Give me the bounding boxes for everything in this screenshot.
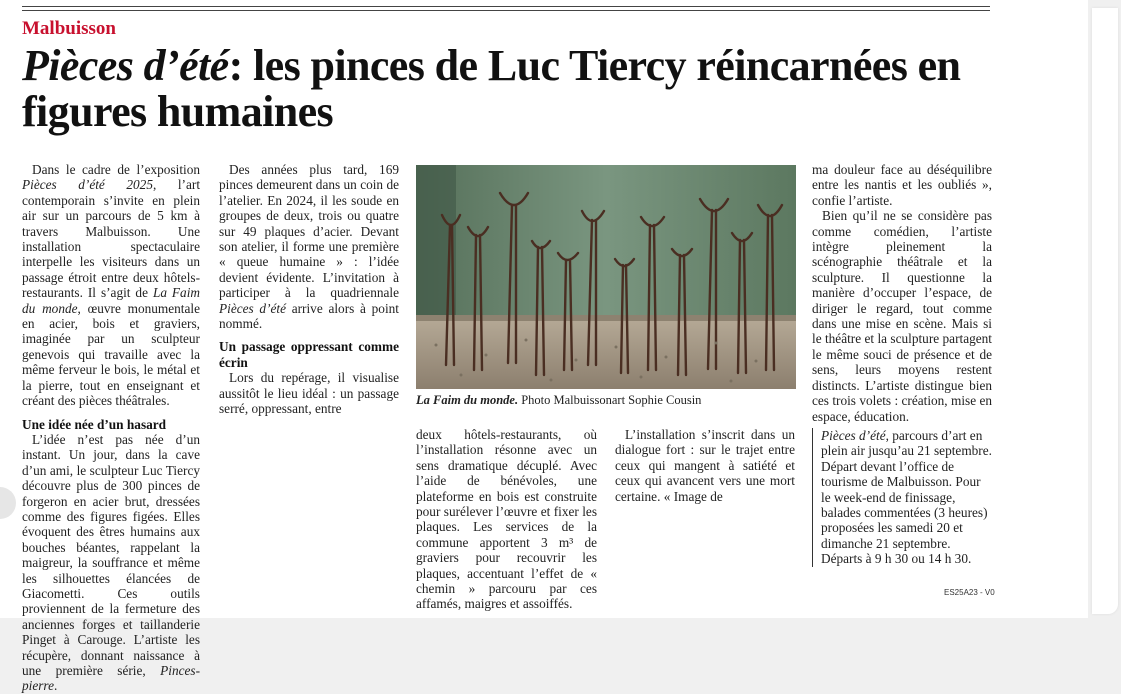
side-scroll-tab[interactable] [0, 487, 16, 519]
paragraph: Dans le cadre de l’exposition Pièces d’été 2025, l’art contemporain s’invite en plein air sur un parcours de 5 km à travers Malbuisson. Une installation spectaculaire interpelle les visiteurs dans un passage étroit entre deux hôtels-restaurants. Il s’agit de La Faim du monde, œuvre monumentale en acier, bois et graviers, imaginée par un sculpteur genevois qui travaille avec la même ferveur le bois, le métal et la pierre, tout en enseignant et créant des pièces théâtrales. [22, 162, 201, 409]
next-page-edge[interactable] [1092, 8, 1118, 614]
photo-credit: Photo Malbuissonart Sophie Cousin [518, 393, 702, 407]
headline-rest: : les pinces de Luc Tiercy réincarnées en figures humaines [22, 41, 961, 136]
paragraph: Des années plus tard, 169 pinces demeurent dans un coin de l’atelier. En 2024, il les soude en groupes de deux, trois ou quatre sur 49 plaques d’acier. Devant son atelier, il forme une première « queue humaine » : l’idée devient évidente. L’invitation à participer à la quadriennale Pièces d’été arrive alors à point nommé. [219, 162, 399, 332]
top-rule [22, 6, 990, 7]
article-column-2 [219, 162, 399, 417]
paragraph: deux hôtels-restaurants, où l’installation résonne avec un sens dramatique décuplé. Avec l’aide de bénévoles, une plateforme en bois est construite pour surélever l’œuvre et fixer les plaques. Les services de la commune apportent 3 m³ de graviers pour recouvrir les plaques, accentuant l’effet de « chemin » parcouru par ces affamés, maigres et assoiffés. [416, 427, 597, 612]
page-code: ES25A23 - V0 [944, 588, 995, 597]
paragraph: L’idée n’est pas née d’un instant. Un jour, dans la cave d’un ami, le sculpteur Luc Tiercy découvre plus de 300 pinces de forgeron en acier brut, dressées comme des figures figées. Elles évoquent des êtres humains aux bouches béantes, rappelant la maigreur, la souffrance et même les silhouettes élancées de Giacometti. Ces outils proviennent de la fermeture des anciennes forges et taillanderie Pinget à Carouge. L’artiste les récupère, donnant naissance à une première série, Pinces-pierre. [22, 431, 200, 694]
headline [22, 43, 997, 135]
paragraph: L’installation s’inscrit dans un dialogue fort : sur le trajet entre ceux qui mangent à satiété et ceux qui avancent vers une mort certaine. « Image de [615, 427, 795, 504]
sculpture-photo-illustration [416, 165, 796, 389]
photo-caption [416, 393, 806, 408]
headline-italic: Pièces d’été [22, 41, 229, 90]
info-title: Pièces d’été [821, 427, 886, 443]
paragraph: Bien qu’il ne se considère pas comme comédien, l’artiste intègre pleinement la scénographie théâtrale et la sculpture. Il questionne la manière d’occuper l’espace, de diriger le regard, tout comme dans une mise en scène. Mais si le théâtre et la sculpture partagent le même souci de présence et de sens, leurs moyens restent distincts. L’artiste distingue bien ces trois volets : création, mise en espace, éducation. [812, 208, 992, 424]
paragraph: Lors du repérage, il visualise aussitôt le lieu idéal : un passage serré, oppressant, entre [219, 370, 399, 417]
section-rubric: Malbuisson [22, 18, 116, 39]
paragraph: ma douleur face au déséquilibre entre les nantis et les oubliés », confie l’artiste. [812, 162, 992, 208]
article-column-1 [22, 162, 200, 694]
info-box [812, 428, 992, 567]
article-column-5 [812, 162, 992, 567]
subheading-passage: Un passage oppressant comme écrin [219, 339, 399, 370]
caption-title: La Faim du monde. [416, 393, 519, 407]
subheading-hasard: Une idée née d’un hasard [22, 416, 167, 432]
article-column-3 [416, 427, 597, 612]
info-text: Pièces d’été, parcours d’art en plein air jusqu’au 21 septembre. Départ devant l’office de tourisme de Malbuisson. Pour le week-end de finissage, balades commentées (3 heures) proposées les samedi 20 et dimanche 21 septembre. Départs à 9 h 30 ou 14 h 30. [821, 427, 992, 567]
article-photo [416, 165, 796, 389]
top-rule-secondary [22, 10, 990, 11]
article-column-4 [615, 427, 795, 504]
